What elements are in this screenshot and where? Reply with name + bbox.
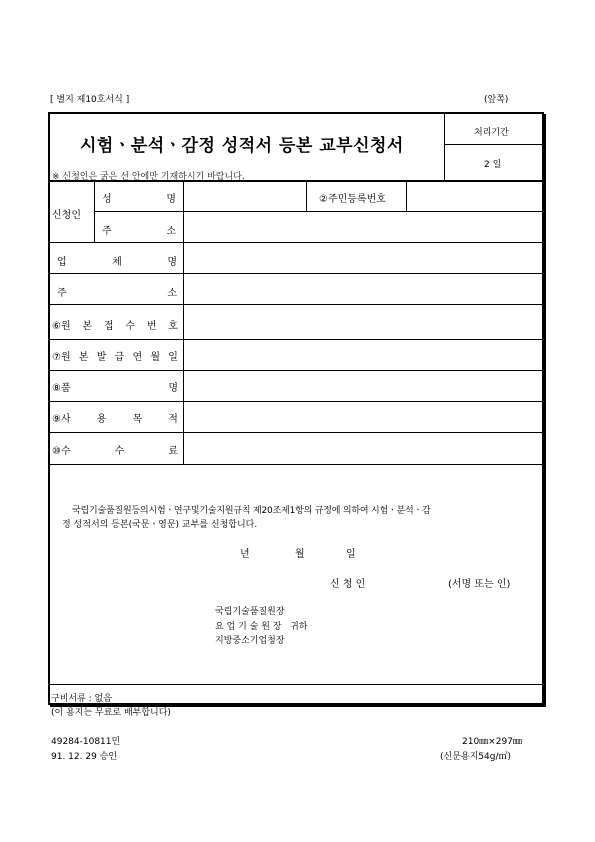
name-field[interactable]	[184, 181, 305, 211]
name-label: 성 명	[102, 194, 176, 205]
statement-line-2: 정 성적서의 등본(국문ㆍ영문) 교부를 신청합니다.	[62, 520, 258, 530]
processing-value: 2 일	[484, 160, 502, 170]
recipient-1: 국립기술품질원장	[215, 607, 285, 617]
purpose-field[interactable]	[184, 402, 543, 432]
form-title: 시험ㆍ분석ㆍ감정 성적서 등본 교부신청서	[80, 136, 404, 156]
original-receipt-number-label: ⑥원 본 접 수 번 호	[52, 321, 178, 332]
resident-number-field[interactable]	[407, 181, 543, 211]
resident-number-label: ②주민등록번호	[319, 194, 386, 205]
instruction-note: ※ 신청인은 굵은 선 안에만 기재하시기 바랍니다.	[52, 172, 245, 182]
col-line	[306, 180, 307, 211]
page-side: (앞쪽)	[484, 95, 509, 105]
recipient-2: 요 업 기 술 원 장 귀하	[215, 622, 308, 632]
date-year-label: 년	[240, 549, 250, 560]
processing-label: 처리기간	[474, 128, 509, 138]
form-number: [ 별지 제10호서식 ]	[50, 95, 130, 105]
product-name-field[interactable]	[184, 371, 543, 401]
applicant-signature-label: 신 청 인	[330, 579, 366, 590]
title-divider	[444, 113, 445, 180]
paper-type: (신문용지54g/㎡)	[440, 752, 511, 762]
row-line	[48, 464, 544, 465]
date-month-label: 월	[295, 549, 305, 560]
purpose-label: ⑨사 용 목 적	[52, 414, 178, 425]
applicant-address-field[interactable]	[184, 212, 543, 242]
signature-note: (서명 또는 인)	[448, 579, 511, 590]
company-address-field[interactable]	[184, 274, 543, 304]
approval-date: 91. 12. 29 승인	[51, 752, 118, 762]
fee-field[interactable]	[184, 433, 543, 464]
required-documents: 구비서류 : 없음	[51, 694, 112, 704]
product-name-label: ⑧품 명	[52, 383, 178, 394]
free-distribution-note: (이 용지는 무료로 배부합니다)	[51, 708, 171, 718]
processing-divider	[444, 144, 543, 145]
company-name-field[interactable]	[184, 243, 543, 273]
statement-line-1: 국립기술품질원등의시험ㆍ연구및기술지원규칙 제20조제1항의 규정에 의하여 시험ㆍ분석ㆍ감	[72, 506, 431, 516]
applicant-label: 신청인	[52, 210, 81, 221]
applicant-address-label: 주 소	[102, 226, 176, 237]
recipient-3: 지방중소기업청장	[215, 636, 285, 646]
col-line	[94, 180, 95, 242]
fee-label: ⑩수 수 료	[52, 446, 178, 457]
paper-size: 210㎜×297㎜	[462, 737, 522, 747]
original-issue-date-label: ⑦원 본 발 급 연 월 일	[52, 352, 178, 363]
honorific: 귀하	[290, 622, 308, 632]
form-code: 49284-10811민	[51, 737, 121, 747]
original-receipt-number-field[interactable]	[184, 305, 543, 339]
row-line	[48, 684, 544, 685]
date-day-label: 일	[346, 549, 356, 560]
company-address-label: 주 소	[57, 288, 177, 299]
company-name-label: 업 체 명	[57, 257, 177, 268]
original-issue-date-field[interactable]	[184, 340, 543, 370]
